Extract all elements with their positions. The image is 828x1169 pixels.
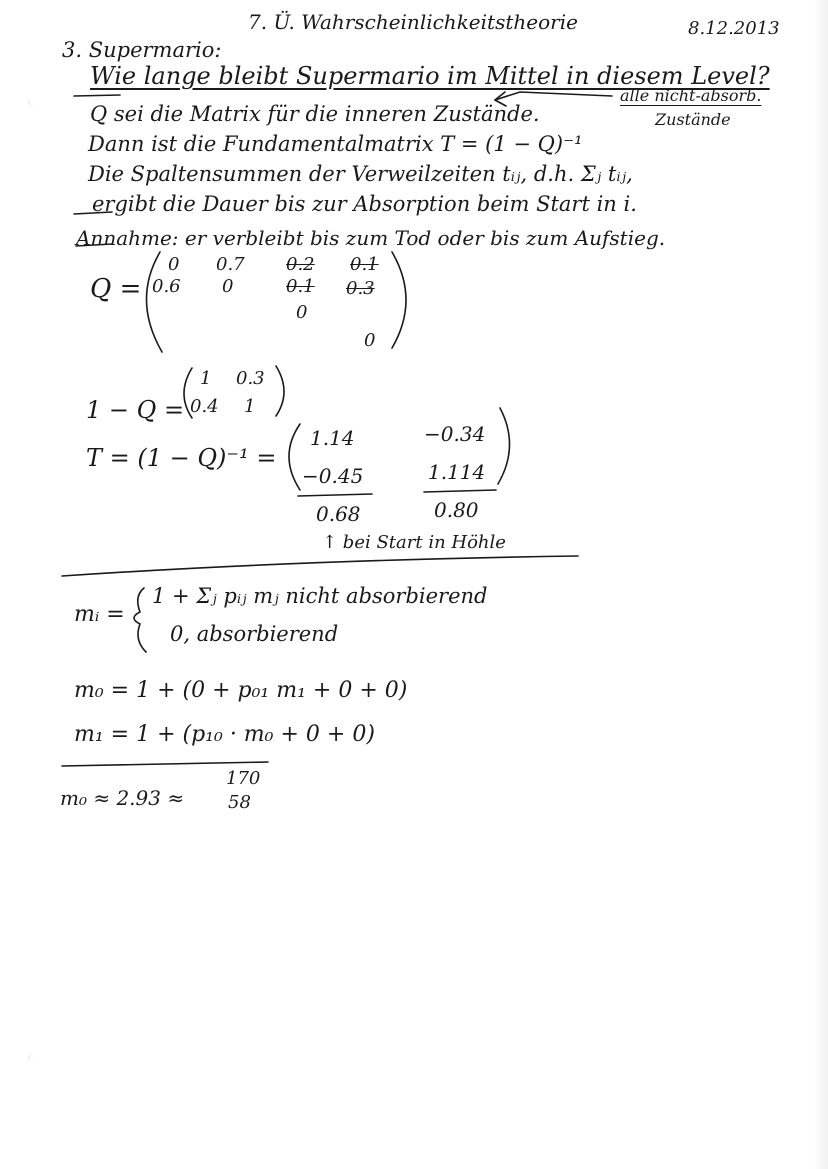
recurrence-lhs: mᵢ = <box>74 602 125 627</box>
matrix-1mq-left-bracket <box>184 368 192 418</box>
page-date: 8.12.2013 <box>688 18 780 39</box>
section-separator <box>62 556 578 576</box>
matrix-q-entry: 0.1 <box>350 254 379 275</box>
note-annotation: alle nicht-absorb. <box>620 86 762 105</box>
matrix-q-entry: 0.2 <box>286 254 315 275</box>
matrix-q-right-bracket <box>392 252 406 348</box>
note-line-fundamental: Dann ist die Fundamentalmatrix T = (1 − Q)⁻¹ <box>88 132 583 156</box>
matrix-q-label: Q = <box>90 274 142 304</box>
annotation-arrow <box>495 92 612 100</box>
matrix-t-right-bracket <box>498 408 510 484</box>
matrix-q-entry: 0 <box>296 302 308 323</box>
matrix-q-entry: 0.6 <box>152 276 181 297</box>
case-brace <box>134 588 146 652</box>
note-line-matrix: Q sei die Matrix für die inneren Zustände. <box>90 102 540 126</box>
column-sum: 0.68 <box>316 502 361 526</box>
column-sum-rule <box>424 490 496 492</box>
page-title: 7. Ü. Wahrscheinlichkeitstheorie <box>248 10 578 34</box>
question-text: Wie lange bleibt Supermario im Mittel in diesem Level? <box>90 62 770 90</box>
column-sum-rule <box>298 494 372 496</box>
underline-stroke <box>74 212 112 214</box>
matrix-q-entry: 0 <box>222 276 234 297</box>
column-sum-note: ↑ bei Start in Höhle <box>322 532 506 553</box>
equation-m1: m₁ = 1 + (p₁₀ · m₀ + 0 + 0) <box>74 722 375 747</box>
result-fraction-denominator: 58 <box>228 792 251 813</box>
recurrence-case-transient: 1 + Σⱼ pᵢⱼ mⱼ nicht absorbierend <box>152 584 488 608</box>
matrix-q-entry: 0 <box>168 254 180 275</box>
underline-stroke <box>74 95 120 96</box>
matrix-t-entry: −0.45 <box>302 464 364 488</box>
note-line-assumption: Annahme: er verbleibt bis zum Tod oder bis zum Aufstieg. <box>76 226 666 250</box>
underline-stroke <box>76 244 112 246</box>
matrix-t-entry: −0.34 <box>424 422 486 446</box>
column-sum: 0.80 <box>434 498 479 522</box>
matrix-1mq-entry: 0.3 <box>236 368 265 389</box>
note-line-column-sums: Die Spaltensummen der Verweilzeiten tᵢⱼ, d.h. Σⱼ tᵢⱼ, <box>88 162 633 186</box>
matrix-q-left-bracket <box>146 252 162 352</box>
matrix-1mq-right-bracket <box>276 366 284 416</box>
matrix-t-left-bracket <box>289 424 300 490</box>
equation-m0: m₀ = 1 + (0 + p₀₁ m₁ + 0 + 0) <box>74 678 408 703</box>
matrix-q-entry: 0 <box>364 330 376 351</box>
matrix-1mq-entry: 1 <box>244 396 256 417</box>
matrix-t-label: T = (1 − Q)⁻¹ = <box>86 444 277 472</box>
matrix-q-entry: 0.3 <box>346 278 375 299</box>
matrix-q-entry: 0.7 <box>216 254 245 275</box>
recurrence-case-absorbing: 0, absorbierend <box>170 622 339 646</box>
matrix-1mq-entry: 0.4 <box>190 396 219 417</box>
section-heading: 3. Supermario: <box>62 38 222 62</box>
matrix-q-entry: 0.1 <box>286 276 315 297</box>
matrix-1mq-entry: 1 <box>200 368 212 389</box>
note-annotation: Zustände <box>655 110 731 129</box>
result-m0: m₀ ≈ 2.93 ≈ <box>60 786 185 810</box>
matrix-t-entry: 1.114 <box>428 460 486 484</box>
result-fraction-numerator: 170 <box>226 768 261 789</box>
matrix-1mq-label: 1 − Q = <box>86 396 185 424</box>
matrix-t-entry: 1.14 <box>310 426 355 450</box>
note-line-absorption: ergibt die Dauer bis zur Absorption beim Start in i. <box>92 192 637 216</box>
section-separator <box>62 762 268 766</box>
